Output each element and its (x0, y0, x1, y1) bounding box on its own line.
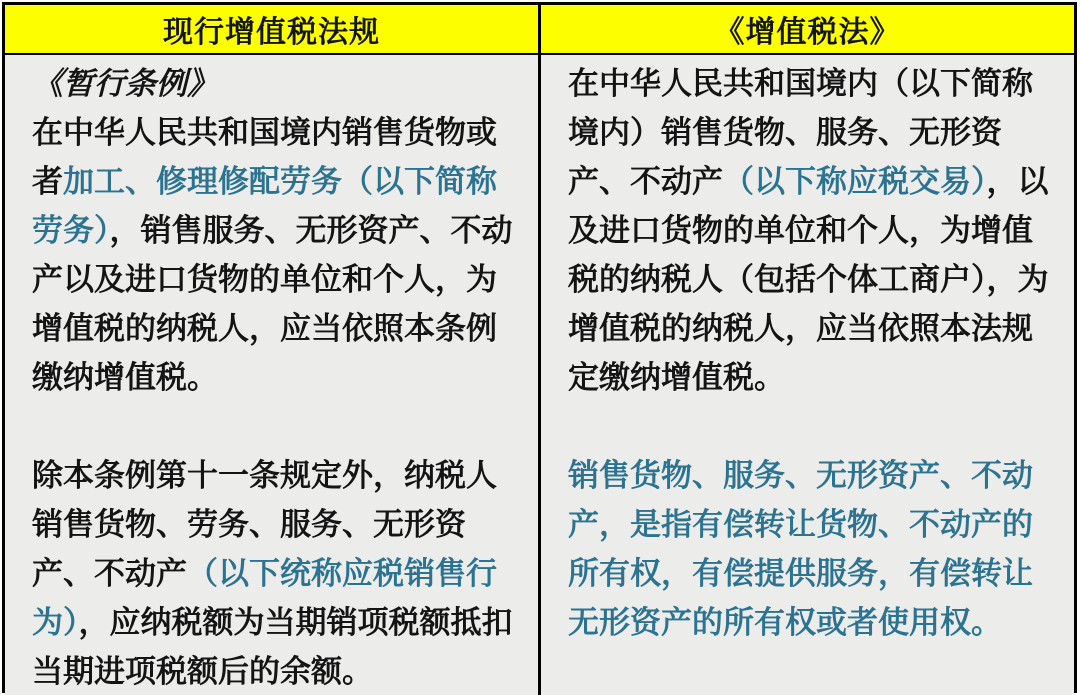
text-segment: 在中华人民共和国境内销售货物或者 (32, 115, 497, 200)
text-segment: ，应纳税额为当期销项税额抵扣当期进项税额后的余额。 (32, 605, 513, 690)
text-segment: 加工、修理修配劳务（以下简称劳务） (32, 164, 497, 249)
cell-new-law (541, 55, 1074, 695)
header-cell-new-law: 《增值税法》 (714, 15, 901, 50)
text-segment: （以下称应税交易） (723, 164, 987, 200)
text-segment: 在中华人民共和国境内（以下简称境内）销售货物、服务、无形资产、不动产 (568, 66, 1033, 200)
text-segment: 销售货物、服务、无形资产、不动产，是指有偿转让货物、不动产的所有权，有偿提供服务，有偿转让无形资产的所有权或者使用权。 (568, 458, 1033, 641)
comparison-table (2, 2, 1077, 693)
header-row (5, 5, 1074, 55)
paragraph (32, 109, 520, 403)
body-row (5, 55, 1074, 695)
cell-current-law (5, 55, 541, 695)
header-cell-current-law: 现行增值税法规 (5, 5, 541, 53)
text-segment: ，以及进口货物的单位和个人，为增值税的纳税人（包括个体工商户），为增值税的纳税人，应当依照本法规定缴纳增值税。 (568, 164, 1049, 396)
current-law-paragraphs (32, 109, 520, 695)
paragraph (32, 452, 520, 695)
new-law-paragraphs (568, 60, 1056, 648)
text-segment: 除本条例第十一条规定外，纳税人销售货物、劳务、服务、无形资产、不动产 (32, 458, 497, 592)
paragraph (568, 60, 1056, 403)
text-segment: ，销售服务、无形资产、不动产以及进口货物的单位和个人，为增值税的纳税人，应当依照本条例缴纳增值税。 (32, 213, 513, 396)
paragraph (568, 452, 1056, 648)
text-segment: （以下统称应税销售行为） (32, 556, 497, 641)
provisional-regulations-title: 《暂行条例》 (32, 66, 218, 102)
